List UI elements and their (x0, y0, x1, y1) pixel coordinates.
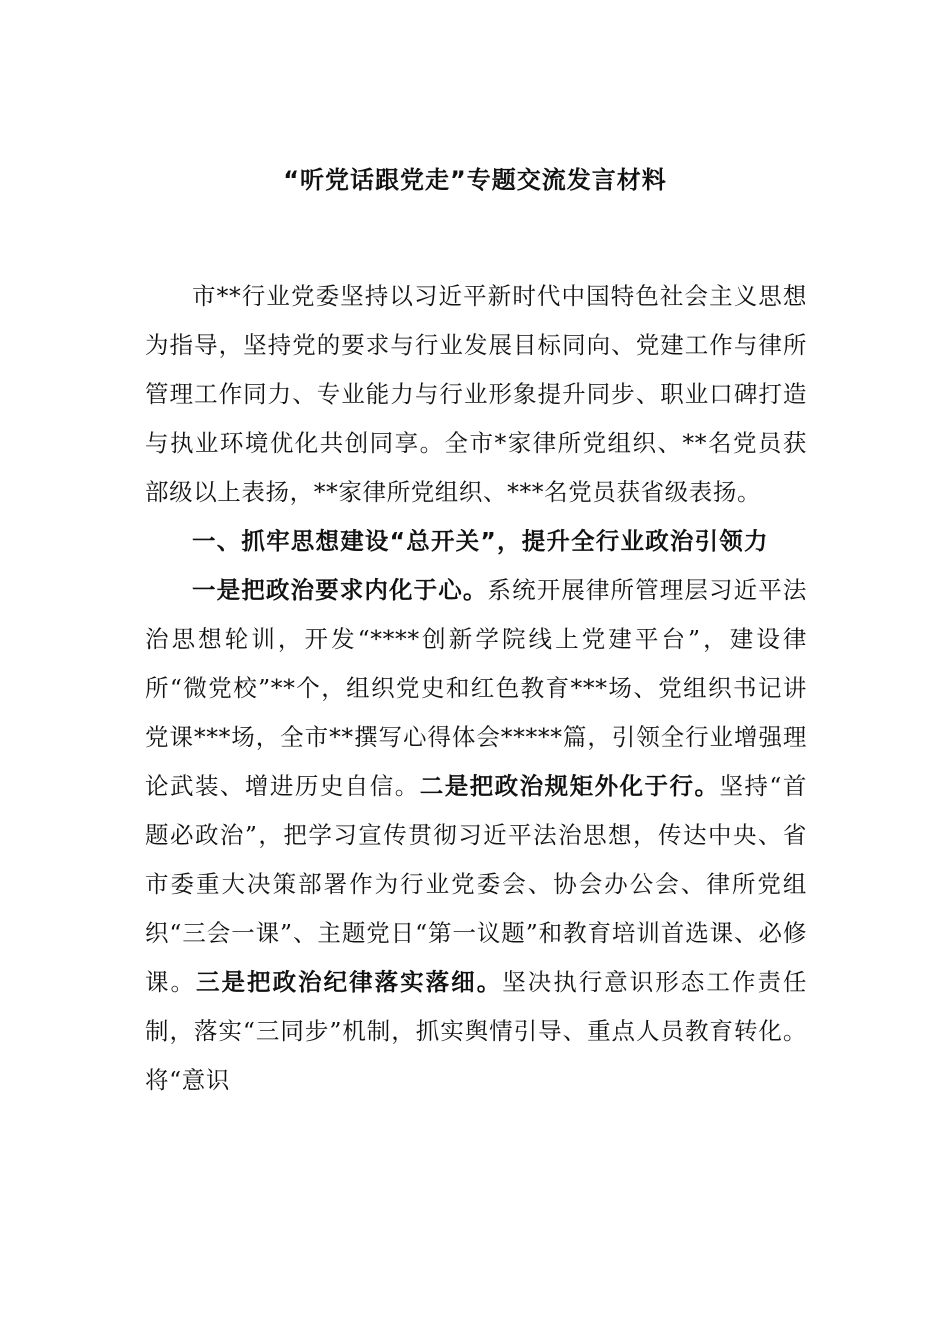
item-lead-2: 二是把政治规矩外化于行。 (419, 772, 720, 800)
section-paragraph-1 (145, 566, 807, 1105)
item-text-1: 系统开展律所管理层习近平法治思想轮训，开发“****创新学院线上党建平台”，建设律所“微党校”**个，组织党史和红色教育***场、党组织书记讲党课***场，全市**撰写心得体会*****篇，引领全行业增强理论武装、增进历史自信。 (145, 576, 807, 800)
document-body (145, 272, 807, 1105)
document-title: “听党话跟党走”专题交流发言材料 (283, 166, 667, 194)
intro-paragraph: 市**行业党委坚持以习近平新时代中国特色社会主义思想为指导，坚持党的要求与行业发展目标同向、党建工作与律所管理工作同力、专业能力与行业形象提升同步、职业口碑打造与执业环境优化共创同享。全市*家律所党组织、**名党员获部级以上表扬，**家律所党组织、***名党员获省级表扬。 (145, 282, 807, 506)
item-lead-1: 一是把政治要求内化于心。 (192, 576, 488, 604)
item-text-3: 坚决执行意识形态工作责任制，落实“三同步”机制，抓实舆情引导、重点人员教育转化。将“意识 (145, 968, 807, 1094)
item-lead-3: 三是把政治纪律落实落细。 (196, 968, 503, 996)
item-text-2: 坚持“首题必政治”，把学习宣传贯彻习近平法治思想，传达中央、省市委重大决策部署作为行业党委会、协会办公会、律所党组织“三会一课”、主题党日“第一议题”和教育培训首选课、必修课。 (145, 772, 807, 996)
section-heading-1: 一、抓牢思想建设“总开关”，提升全行业政治引领力 (192, 527, 769, 555)
